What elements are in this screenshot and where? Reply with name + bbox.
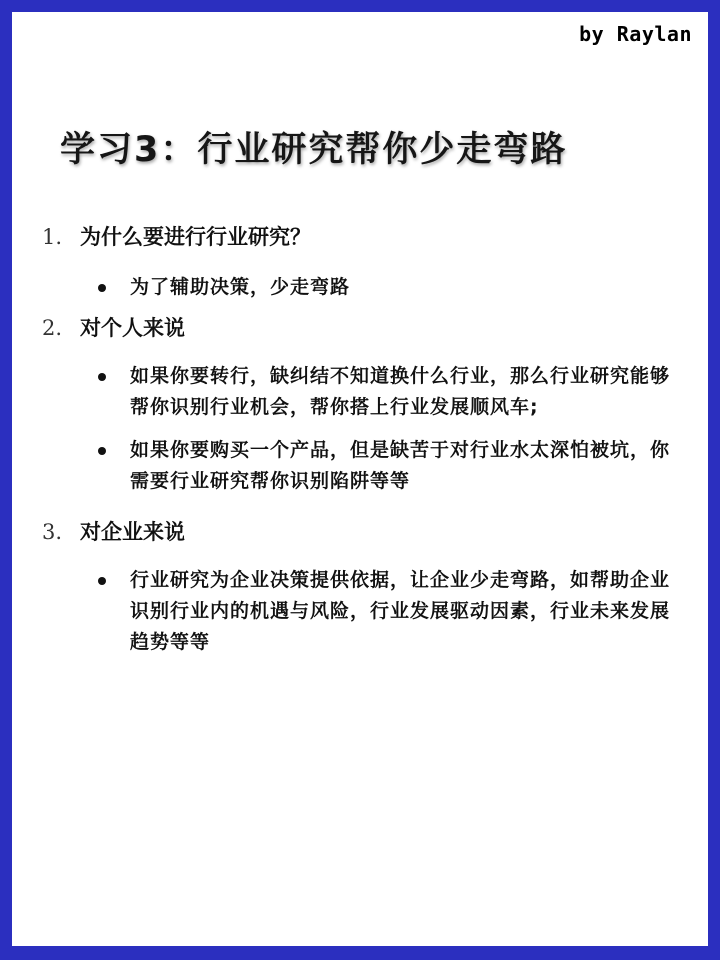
section-number: 3. xyxy=(42,520,63,544)
section-heading xyxy=(42,517,672,547)
bullet-dot-icon xyxy=(98,577,106,585)
content-body xyxy=(42,222,672,658)
section-title: 对企业来说 xyxy=(80,520,185,544)
bullet-item xyxy=(42,272,672,303)
page-title: 学习3：行业研究帮你少走弯路 xyxy=(60,130,568,170)
bullet-list xyxy=(42,272,672,303)
bullet-text: 如果你要转行，缺纠结不知道换什么行业，那么行业研究能够帮你识别行业机会，帮你搭上行业发展顺风车; xyxy=(130,365,671,418)
section-2 xyxy=(42,313,672,497)
bullet-item xyxy=(42,361,672,423)
section-title: 对个人来说 xyxy=(80,316,185,340)
section-3 xyxy=(42,517,672,658)
bullet-text: 如果你要购买一个产品，但是缺苦于对行业水太深怕被坑，你需要行业研究帮你识别陷阱等等 xyxy=(130,439,671,492)
section-heading xyxy=(42,222,672,252)
bullet-text: 为了辅助决策，少走弯路 xyxy=(130,276,351,298)
section-heading xyxy=(42,313,672,343)
section-1 xyxy=(42,222,672,303)
page-card xyxy=(12,12,708,946)
section-number: 2. xyxy=(42,316,63,340)
bullet-text: 行业研究为企业决策提供依据，让企业少走弯路，如帮助企业识别行业内的机遇与风险，行业发展驱动因素，行业未来发展趋势等等 xyxy=(130,569,671,653)
bullet-dot-icon xyxy=(98,373,106,381)
bullet-item xyxy=(42,565,672,658)
author-byline: by Raylan xyxy=(579,22,692,46)
bullet-list xyxy=(42,565,672,658)
section-number: 1. xyxy=(42,225,63,249)
bullet-item xyxy=(42,435,672,497)
bullet-dot-icon xyxy=(98,447,106,455)
bullet-dot-icon xyxy=(98,284,106,292)
bullet-list xyxy=(42,361,672,497)
section-title: 为什么要进行行业研究？ xyxy=(80,225,311,249)
